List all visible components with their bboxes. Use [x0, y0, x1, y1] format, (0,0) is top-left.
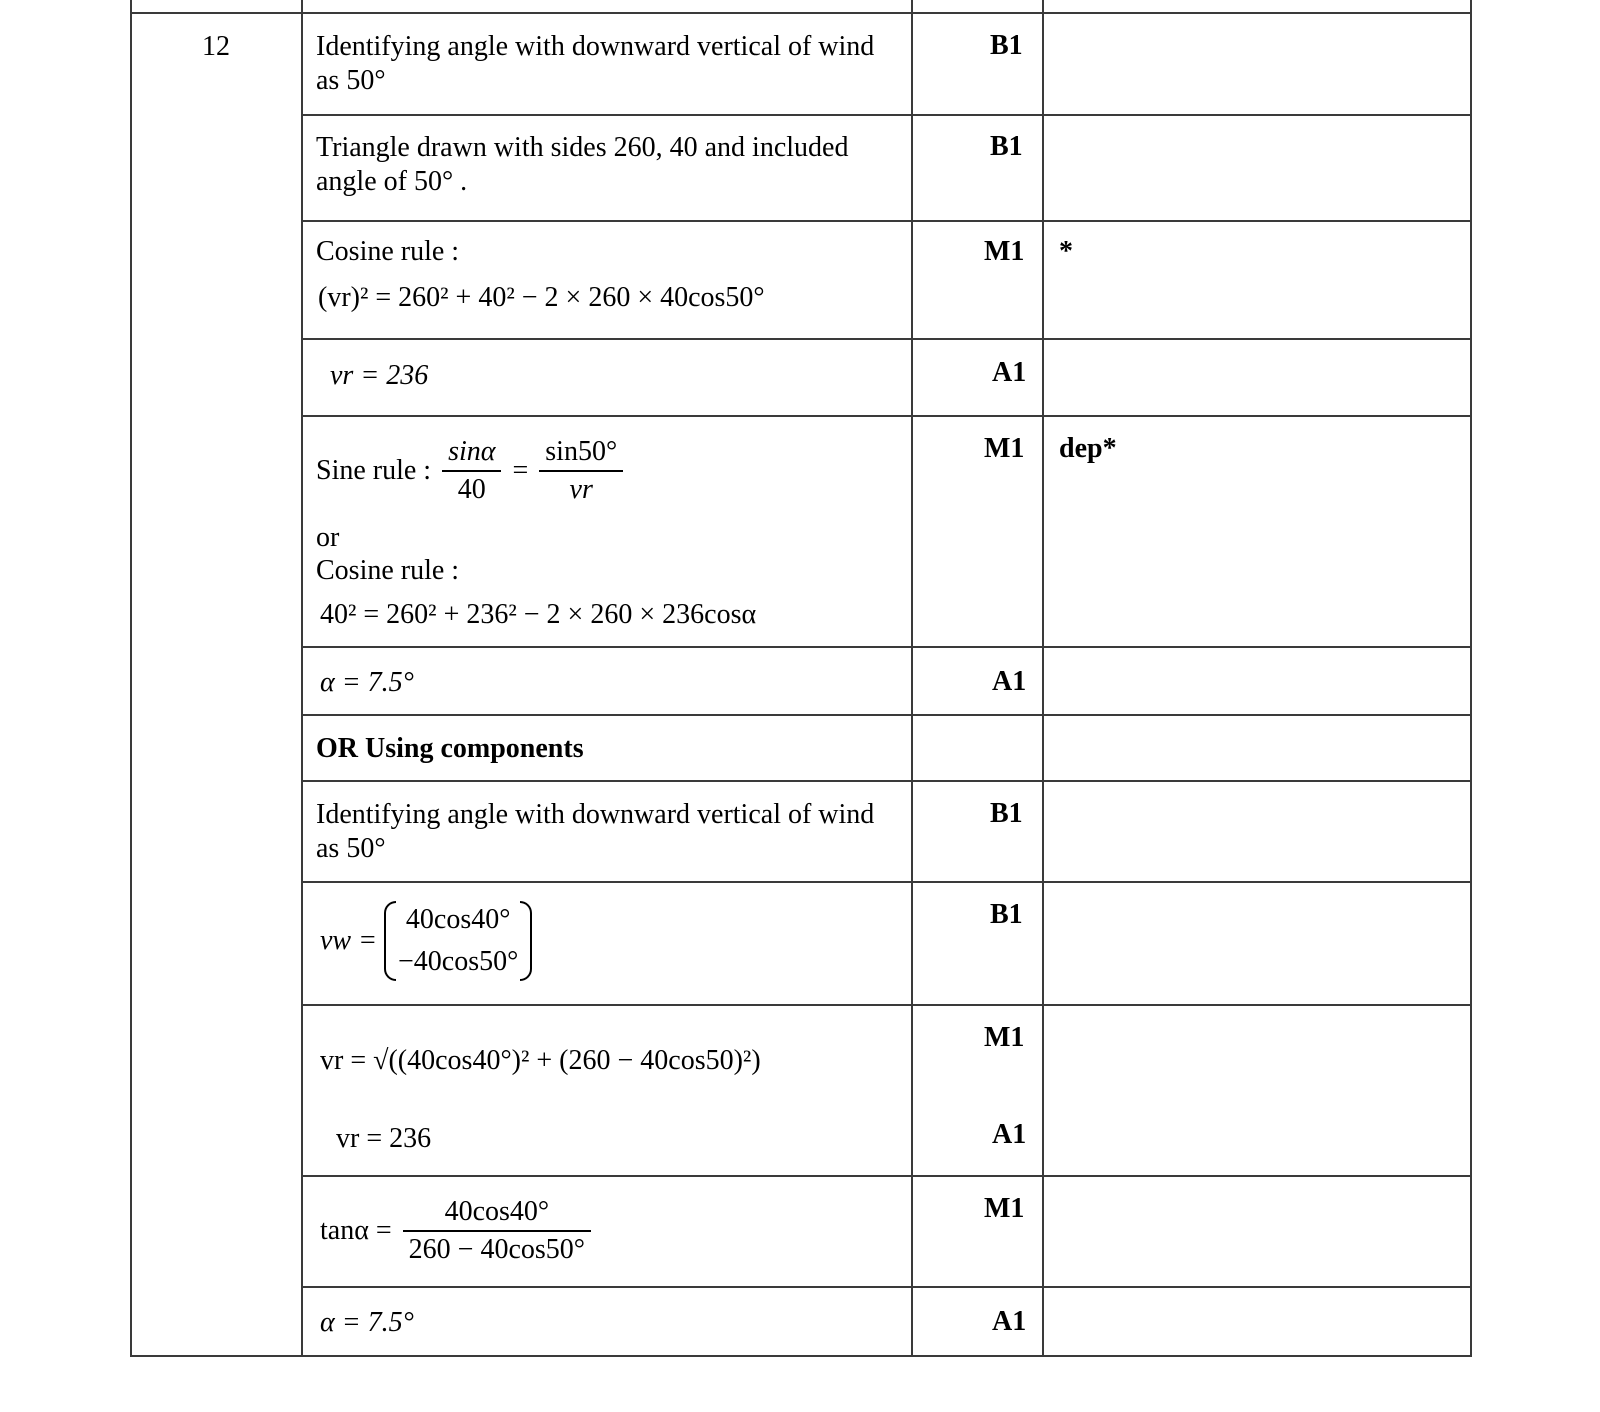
mark-code: B1	[990, 899, 1023, 930]
sine-rule-line	[316, 434, 627, 508]
mark-code: M1	[984, 236, 1025, 267]
column-border	[1042, 0, 1044, 1357]
mark-code: M1	[984, 1022, 1025, 1053]
row-divider	[303, 415, 1472, 417]
fraction	[539, 434, 623, 508]
answer-text-content: Identifying angle with downward vertical of wind as 50°	[316, 799, 875, 864]
row-divider	[303, 714, 1472, 716]
fraction-numerator: sinα	[442, 434, 501, 472]
fraction-numerator: sin50°	[539, 434, 623, 472]
section-heading: OR Using components	[316, 733, 584, 764]
formula: (vr)² = 260² + 40² − 2 × 260 × 40cos50°	[318, 282, 765, 313]
or-text: or	[316, 522, 340, 553]
answer-text-content: Identifying angle with downward vertical of wind as 50°	[316, 31, 875, 96]
answer-text	[316, 30, 896, 98]
mark-code: M1	[984, 433, 1025, 464]
answer-text-content: Triangle drawn with sides 260, 40 and included angle of 50° .	[316, 132, 849, 197]
tan-line	[320, 1194, 595, 1268]
fraction-denominator: 260 − 40cos50°	[408, 1234, 585, 1265]
table-top-line	[130, 12, 1472, 14]
table-bottom-line	[130, 1355, 1472, 1357]
answer-text	[316, 131, 906, 199]
method-label: Cosine rule :	[316, 236, 460, 267]
fraction	[403, 1194, 591, 1268]
equals-sign: =	[512, 455, 529, 486]
row-divider	[303, 114, 1472, 116]
formula: α = 7.5°	[320, 1307, 414, 1338]
mark-code: A1	[992, 357, 1027, 388]
row-divider	[303, 1175, 1472, 1177]
row-divider	[303, 220, 1472, 222]
formula: vr = 236	[336, 1123, 432, 1154]
mark-code: B1	[990, 131, 1023, 162]
column-vector	[384, 899, 532, 983]
vector-lhs: vw =	[320, 925, 377, 956]
formula: 40² = 260² + 236² − 2 × 260 × 236cosα	[320, 599, 757, 630]
vector-top: 40cos40°	[405, 904, 511, 935]
mark-note: dep*	[1059, 433, 1117, 464]
fraction	[442, 434, 501, 508]
answer-text	[316, 798, 896, 866]
mark-code: A1	[992, 666, 1027, 697]
question-number: 12	[202, 31, 230, 62]
row-divider	[303, 646, 1472, 648]
column-border	[301, 0, 303, 1357]
vector-line	[320, 899, 532, 983]
row-divider	[303, 881, 1472, 883]
row-divider	[303, 780, 1472, 782]
method-label: Sine rule :	[316, 455, 432, 486]
formula-lhs: tanα =	[320, 1215, 392, 1246]
fraction-denominator: vr	[569, 474, 593, 505]
row-divider	[303, 1004, 1472, 1006]
formula: α = 7.5°	[320, 667, 414, 698]
column-border	[1470, 0, 1472, 1357]
mark-code: M1	[984, 1193, 1025, 1224]
column-border	[130, 0, 132, 1357]
fraction-numerator: 40cos40°	[403, 1194, 591, 1232]
mark-note: *	[1059, 236, 1073, 267]
formula: vr = 236	[330, 360, 429, 391]
mark-code: A1	[992, 1119, 1027, 1150]
mark-code: B1	[990, 30, 1023, 61]
method-label: Cosine rule :	[316, 555, 460, 586]
row-divider	[303, 338, 1472, 340]
row-divider	[303, 1286, 1472, 1288]
mark-code: A1	[992, 1306, 1027, 1337]
column-border	[911, 0, 913, 1357]
formula: vr = √((40cos40°)² + (260 − 40cos50)²)	[320, 1045, 761, 1076]
mark-code: B1	[990, 798, 1023, 829]
fraction-denominator: 40	[457, 474, 486, 505]
vector-bottom: −40cos50°	[398, 946, 519, 977]
